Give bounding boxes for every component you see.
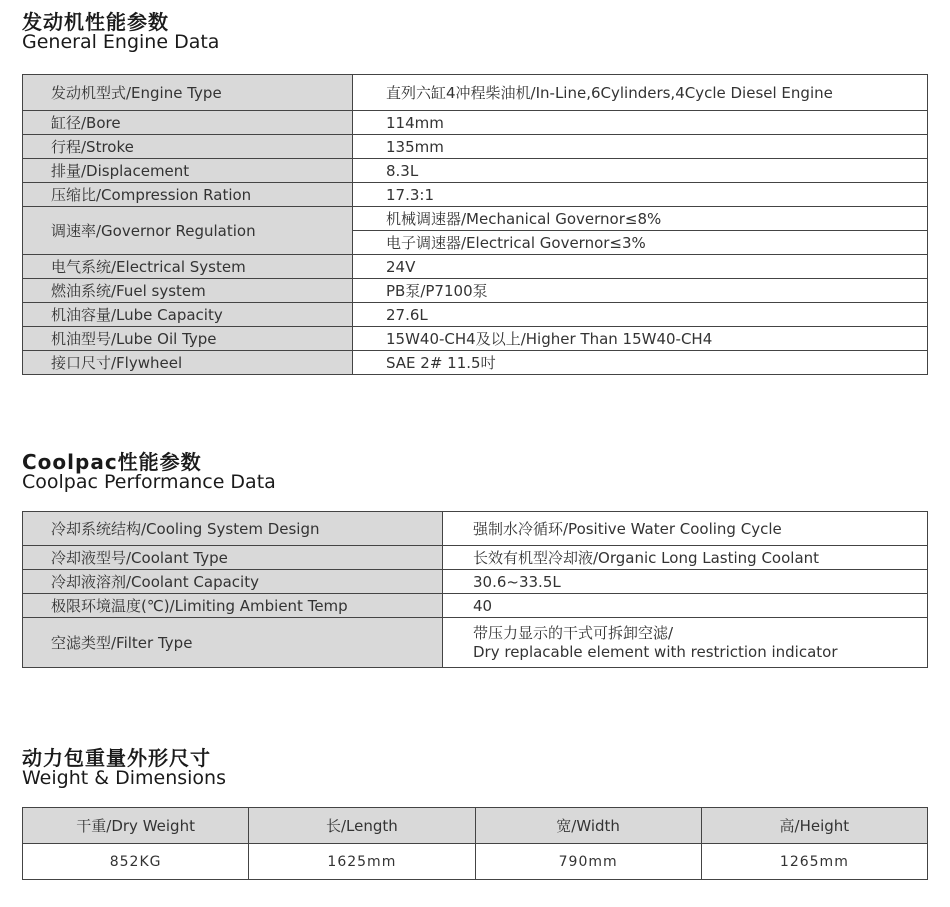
row-value: 17.3:1 bbox=[353, 183, 928, 207]
coolpac-title-en: Coolpac Performance Data bbox=[22, 471, 276, 493]
row-label: 冷却系统结构/Cooling System Design bbox=[23, 512, 443, 546]
row-label: 行程/Stroke bbox=[23, 135, 353, 159]
value-cell-dry-weight: 852KG bbox=[23, 844, 249, 880]
row-value: 强制水冷循环/Positive Water Cooling Cycle bbox=[443, 512, 928, 546]
row-value: PB泵/P7100泵 bbox=[353, 279, 928, 303]
row-label: 电气系统/Electrical System bbox=[23, 255, 353, 279]
row-value-secondary: 电子调速器/Electrical Governor≤3% bbox=[353, 231, 928, 255]
engine-title-en: General Engine Data bbox=[22, 31, 220, 53]
row-value: 8.3L bbox=[353, 159, 928, 183]
table-row bbox=[23, 844, 928, 880]
table-row bbox=[23, 111, 928, 135]
row-value bbox=[443, 618, 928, 668]
header-cell-width: 宽/Width bbox=[475, 808, 701, 844]
row-value: 27.6L bbox=[353, 303, 928, 327]
table-header-row bbox=[23, 808, 928, 844]
table-row bbox=[23, 255, 928, 279]
table-row bbox=[23, 351, 928, 375]
table-row bbox=[23, 75, 928, 111]
table-row bbox=[23, 594, 928, 618]
row-value: 135mm bbox=[353, 135, 928, 159]
table-row bbox=[23, 303, 928, 327]
table-row bbox=[23, 183, 928, 207]
row-label: 压缩比/Compression Ration bbox=[23, 183, 353, 207]
row-label: 机油型号/Lube Oil Type bbox=[23, 327, 353, 351]
table-row bbox=[23, 512, 928, 546]
value-cell-length: 1625mm bbox=[249, 844, 475, 880]
header-cell-length: 长/Length bbox=[249, 808, 475, 844]
table-row bbox=[23, 546, 928, 570]
table-row bbox=[23, 327, 928, 351]
row-value: 长效有机型冷却液/Organic Long Lasting Coolant bbox=[443, 546, 928, 570]
coolpac-title-zh: Coolpac性能参数 bbox=[22, 450, 202, 474]
row-label: 冷却液型号/Coolant Type bbox=[23, 546, 443, 570]
filter-type-en: Dry replacable element with restriction indicator bbox=[473, 642, 838, 661]
header-cell-height: 高/Height bbox=[701, 808, 927, 844]
filter-type-zh: 带压力显示的干式可拆卸空滤/ bbox=[473, 623, 674, 642]
weight-title-en: Weight & Dimensions bbox=[22, 767, 226, 789]
table-row bbox=[23, 207, 928, 231]
value-cell-width: 790mm bbox=[475, 844, 701, 880]
table-row bbox=[23, 159, 928, 183]
row-value: 24V bbox=[353, 255, 928, 279]
table-row bbox=[23, 135, 928, 159]
row-value: 直列六缸4冲程柴油机/In-Line,6Cylinders,4Cycle Diesel Engine bbox=[353, 75, 928, 111]
row-value: 15W40-CH4及以上/Higher Than 15W40-CH4 bbox=[353, 327, 928, 351]
row-value: SAE 2# 11.5吋 bbox=[353, 351, 928, 375]
row-label: 接口尺寸/Flywheel bbox=[23, 351, 353, 375]
value-cell-height: 1265mm bbox=[701, 844, 927, 880]
row-label: 冷却液溶剂/Coolant Capacity bbox=[23, 570, 443, 594]
row-label: 极限环境温度(℃)/Limiting Ambient Temp bbox=[23, 594, 443, 618]
row-label: 燃油系统/Fuel system bbox=[23, 279, 353, 303]
table-row bbox=[23, 570, 928, 594]
coolpac-data-table bbox=[22, 511, 928, 668]
weight-title-zh: 动力包重量外形尺寸 bbox=[22, 746, 211, 770]
coolpac-section-title bbox=[22, 452, 276, 493]
table-row bbox=[23, 618, 928, 668]
weight-section-title bbox=[22, 748, 226, 789]
engine-data-table bbox=[22, 74, 928, 375]
weight-dimensions-table bbox=[22, 807, 928, 880]
row-value: 30.6~33.5L bbox=[443, 570, 928, 594]
row-label: 空滤类型/Filter Type bbox=[23, 618, 443, 668]
table-row bbox=[23, 279, 928, 303]
row-label: 发动机型式/Engine Type bbox=[23, 75, 353, 111]
header-cell-dry-weight: 干重/Dry Weight bbox=[23, 808, 249, 844]
engine-title-zh: 发动机性能参数 bbox=[22, 10, 169, 34]
engine-section-title bbox=[22, 12, 219, 53]
row-label: 调速率/Governor Regulation bbox=[23, 207, 353, 255]
row-label: 排量/Displacement bbox=[23, 159, 353, 183]
row-value: 40 bbox=[443, 594, 928, 618]
row-value: 机械调速器/Mechanical Governor≤8% bbox=[353, 207, 928, 231]
row-label: 机油容量/Lube Capacity bbox=[23, 303, 353, 327]
row-value: 114mm bbox=[353, 111, 928, 135]
row-label: 缸径/Bore bbox=[23, 111, 353, 135]
